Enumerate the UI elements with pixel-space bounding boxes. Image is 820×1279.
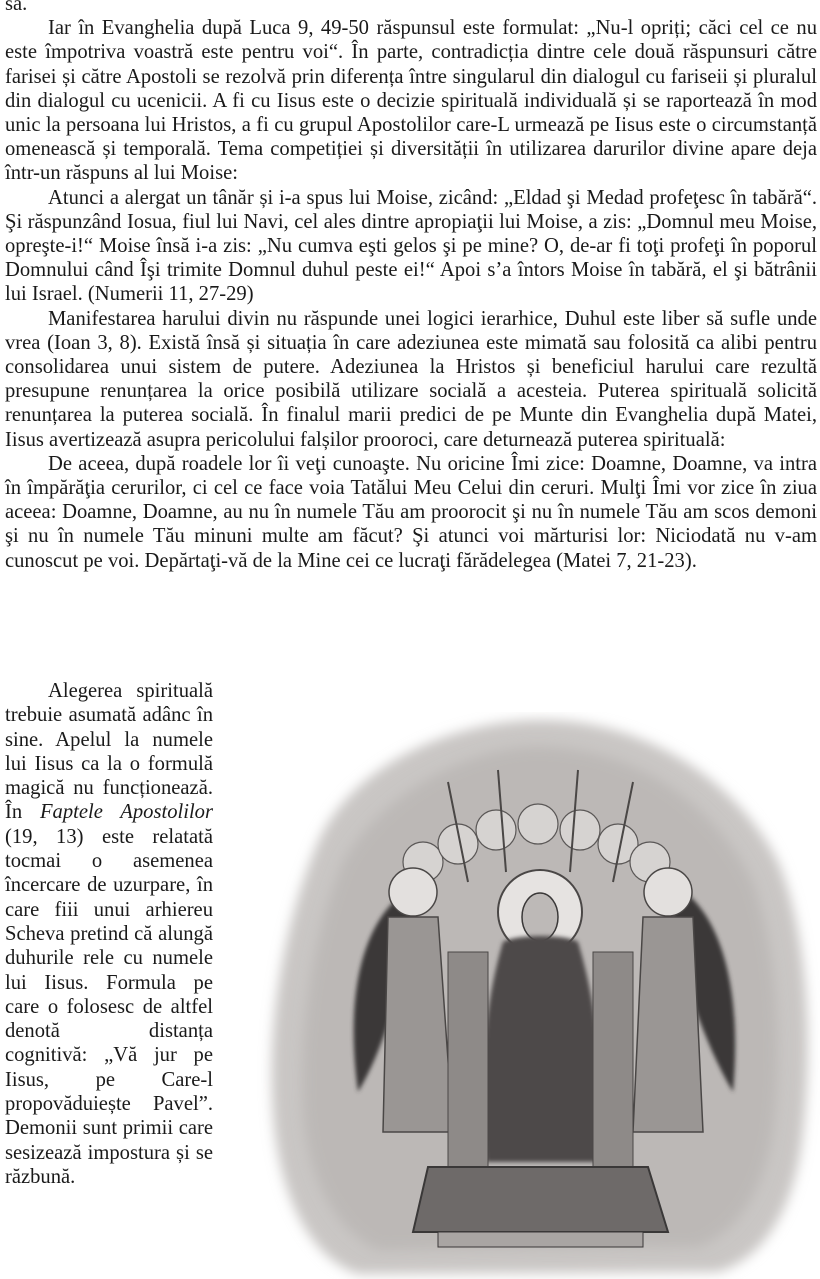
virgin-robe — [482, 936, 601, 1162]
icon-illustration — [248, 712, 820, 1279]
illustration-svg — [248, 712, 820, 1279]
virgin-face — [522, 893, 558, 941]
throne-base — [413, 1167, 668, 1232]
page — [5, 0, 817, 573]
side-italic-title: Faptele Apostolilor — [39, 801, 213, 824]
paragraph-luca: Iar în Evanghelia după Luca 9, 49-50 răspunsul este formulat: „Nu-l opriți; căci cel ce nu este împotriva voastră este pentru voi“. În parte, contradicția dintre cele două răspunsuri către farisei și către Apostoli se rezolvă prin diferența între singularul din dialogul cu fariseii și pluralul din dialogul cu ucenicii. A fi cu Iisus este o decizie spirituală individuală și se raportează în mod unic la persoana lui Hristos, a fi cu grupul Apostolilor care-L urmează pe Iisus este o circumstanță omenească și temporală. Tema competiției și diversității în utilizarea darurilor divine apare deja într-un răspuns al lui Moise: — [5, 17, 817, 185]
footstool — [438, 1232, 643, 1247]
side-paragraph — [5, 679, 213, 1189]
top-fragment: sa. — [5, 0, 28, 15]
quote-numerii: Atunci a alergat un tânăr și i-a spus lui Moise, zicând: „Eldad şi Medad profeţesc în tabără“. Şi răspunzând Iosua, fiul lui Navi, cel ales dintre apropiaţii lui Moise, a zis: „Domnul meu Moise, opreşte-i!“ Moise însă i-a zis: „Nu cumva eşti gelos şi pe mine? O, de-ar fi toţi profeţi în poporul Domnului când Îşi trimite Domnul duhul peste ei!“ Apoi s’a întors Moise în tabără, el şi bătrânii lui Israel. (Numerii 11, 27-29) — [5, 186, 817, 306]
quote-matei: De aceea, după roadele lor îi veţi cunoaşte. Nu oricine Îmi zice: Doamne, Doamne, va intra în împărăţia cerurilor, ci cel ce face voia Tatălui Meu Celui din ceruri. Mulţi Îmi vor zice în ziua aceea: Doamne, Doamne, au nu în numele Tău am proorocit şi nu în numele Tău am scos demoni şi nu în numele Tău minuni multe am făcut? Şi atunci voi mărturisi lor: Niciodată nu v-am cunoscut pe voi. Depărtaţi-vă de la Mine cei ce lucraţi fărădelegea (Matei 7, 21-23). — [5, 452, 817, 572]
throne-left — [448, 952, 488, 1172]
paragraph-har: Manifestarea harului divin nu răspunde unei logici ierarhice, Duhul este liber să sufle unde vrea (Ioan 3, 8). Există însă și situația în care adeziunea este mimată sau folosită ca alibi pentru consolidarea unui sistem de putere. Adeziunea la Hristos și beneficiul harului care rezultă presupune renunțarea la orice posibilă utilizare socială a acesteia. Puterea spirituală solicită renunțarea la puterea socială. În finalul marii predici de pe Munte din Evanghelia după Matei, Iisus avertizează asupra pericolului falșilor prooroci, care deturnează puterea spirituală: — [5, 307, 817, 451]
side-column — [5, 679, 213, 1189]
side-text-after: (19, 13) este relatată tocmai o asemenea încercare de uzurpare, în care fiii unui arhiereu Scheva pretind că alungă duhurile rele cu numele lui Iisus. Formula pe care o folosesc de altfel denotă distanța cognitivă: „Vă jur pe Iisus, pe Care-l propovăduiește Pavel”. Demonii sunt primii care sesizează impostura și se răzbună. — [5, 825, 213, 1188]
side-text-before: Alegerea spirituală trebuie asumată adânc în sine. Apelul la numele lui Iisus ca la o formulă magică nu funcționează. În — [5, 680, 213, 824]
throne-right — [593, 952, 633, 1172]
